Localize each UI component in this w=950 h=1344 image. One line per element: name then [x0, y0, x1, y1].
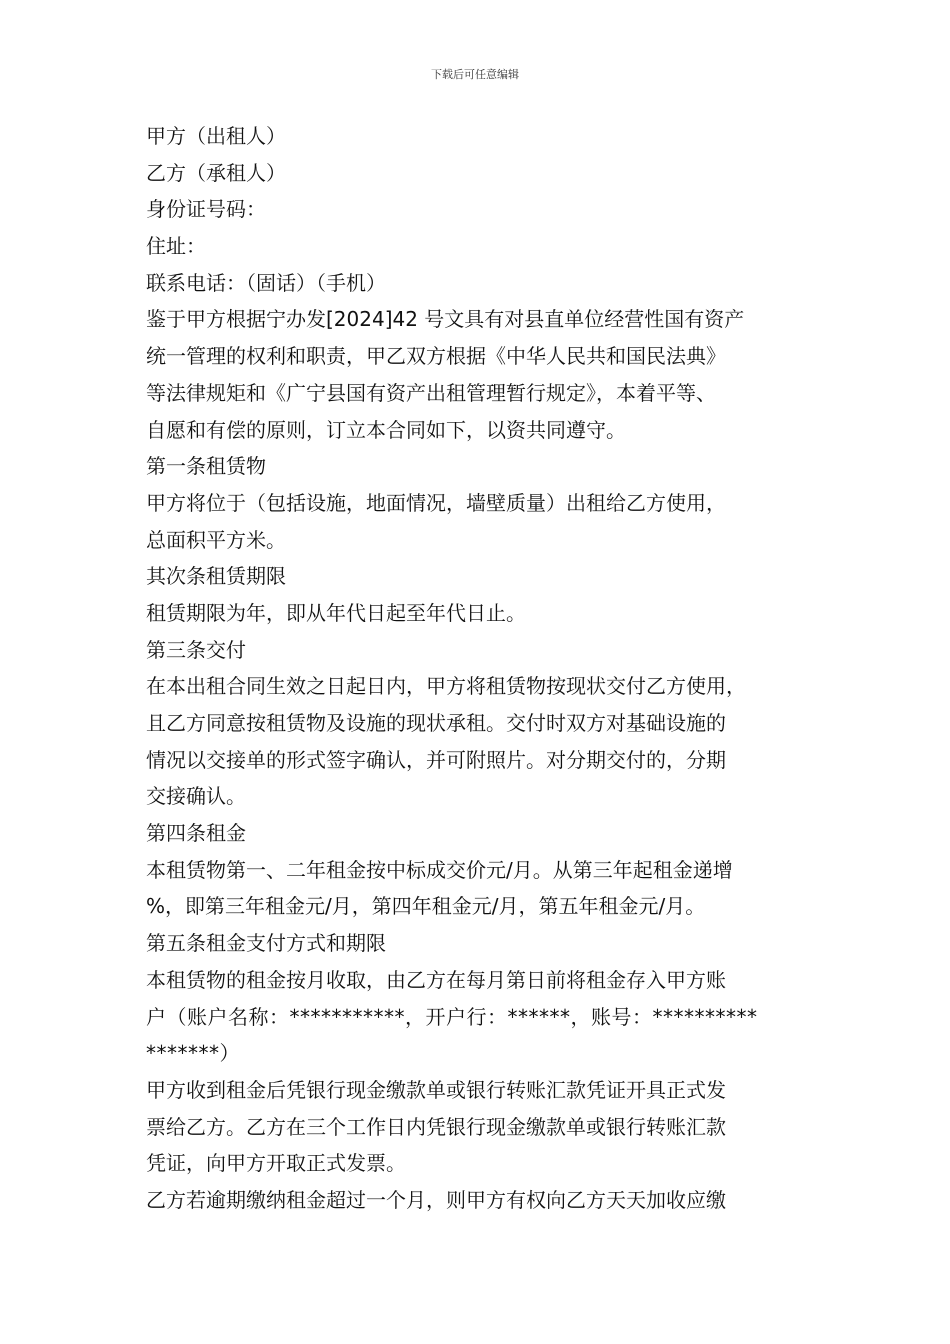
paragraph-line: 本租赁物的租金按月收取，由乙方在每月第日前将租金存入甲方账 [146, 967, 726, 992]
paragraph-line: 且乙方同意按租赁物及设施的现状承租。交付时双方对基础设施的 [146, 711, 726, 735]
phone-line: 联系电话：（固话）（手机） [146, 270, 386, 295]
page-header: 下载后可任意编辑 [431, 68, 519, 81]
paragraph-line: 在本出租合同生效之日起日内，甲方将租赁物按现状交付乙方使用， [146, 674, 746, 699]
preamble-line: 等法律规矩和《广宁县国有资产出租管理暂行规定》，本着平等、 [146, 380, 716, 405]
paragraph-line: 总面积平方米。 [146, 527, 286, 552]
address-line: 住址： [146, 234, 206, 259]
section-heading: 其次条租赁期限 [146, 564, 286, 589]
paragraph-line: 租赁期限为年，即从年代日起至年代日止。 [146, 600, 526, 625]
paragraph-line: 交接确认。 [146, 784, 246, 809]
section-heading: 第三条交付 [146, 637, 246, 662]
document-body [146, 118, 808, 1219]
paragraph-line: 情况以交接单的形式签字确认，并可附照片。对分期交付的，分期 [146, 747, 726, 772]
paragraph-line: %，即第三年租金元/月，第四年租金元/月，第五年租金元/月。 [146, 894, 706, 919]
section-heading: 第一条租赁物 [146, 454, 266, 479]
paragraph-line: 户（账户名称：***********，开户行：******，账号：********** [146, 1004, 758, 1029]
preamble-line: 鉴于甲方根据宁办发[2024]42 号文具有对县直单位经营性国有资产 [146, 307, 745, 332]
paragraph-line: 票给乙方。乙方在三个工作日内凭银行现金缴款单或银行转账汇款 [146, 1114, 726, 1139]
party-a-line: 甲方（出租人） [146, 124, 286, 148]
preamble-line: 自愿和有偿的原则，订立本合同如下，以资共同遵守。 [146, 417, 626, 442]
paragraph-line: *******） [146, 1041, 240, 1066]
paragraph-line: 甲方将位于（包括设施，地面情况，墙壁质量）出租给乙方使用， [146, 490, 726, 515]
paragraph-line: 本租赁物第一、二年租金按中标成交价元/月。从第三年起租金递增 [146, 857, 733, 882]
paragraph-line: 凭证，向甲方开取正式发票。 [146, 1151, 406, 1176]
preamble-line: 统一管理的权利和职责，甲乙双方根据《中华人民共和国民法典》 [146, 344, 726, 369]
party-b-line: 乙方（承租人） [146, 160, 286, 185]
paragraph-line: 甲方收到租金后凭银行现金缴款单或银行转账汇款凭证开具正式发 [146, 1077, 726, 1102]
id-number-line: 身份证号码： [146, 197, 266, 222]
section-heading: 第五条租金支付方式和期限 [146, 931, 386, 956]
paragraph-line: 乙方若逾期缴纳租金超过一个月，则甲方有权向乙方天天加收应缴 [146, 1187, 726, 1212]
section-heading: 第四条租金 [146, 821, 246, 846]
